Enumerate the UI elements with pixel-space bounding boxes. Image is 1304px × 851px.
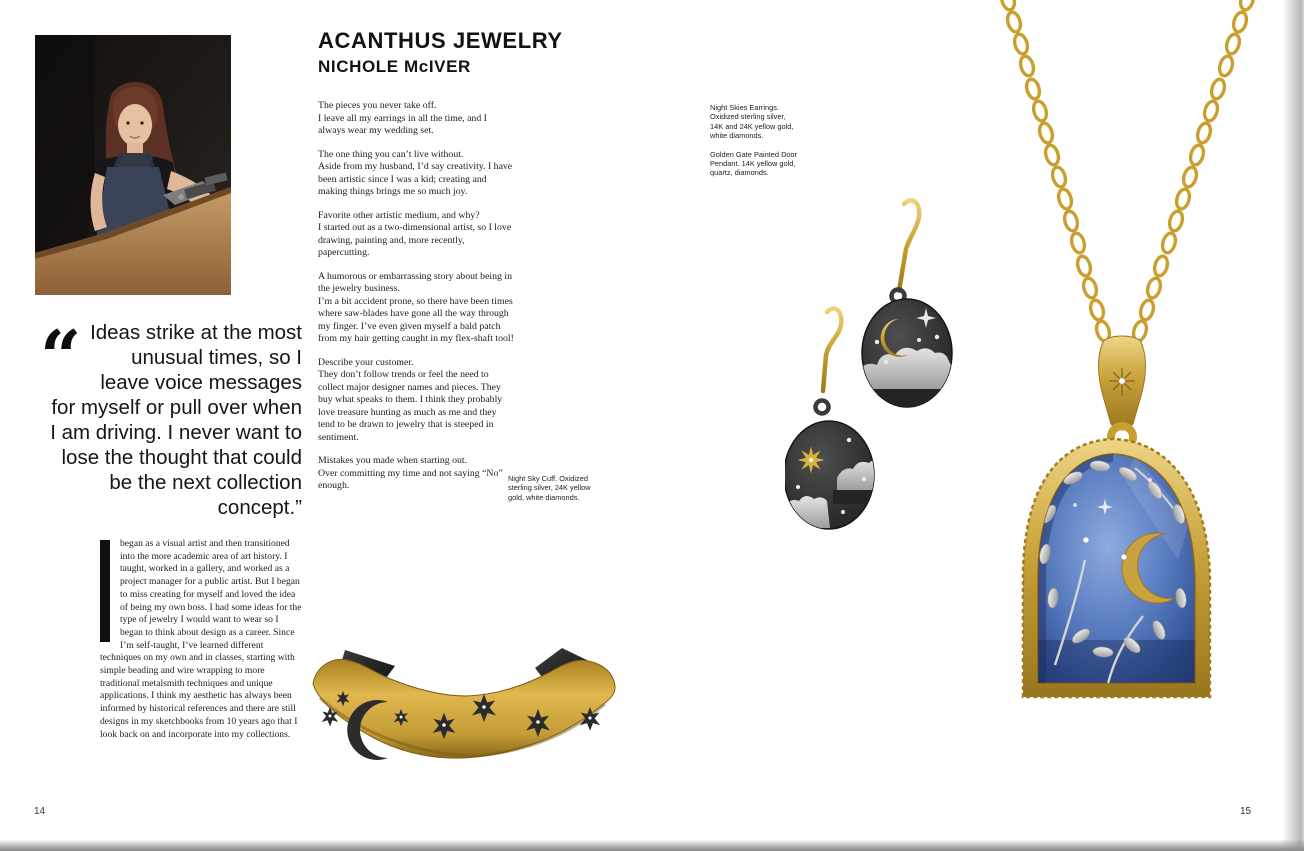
answer: I’m a bit accident prone, so there have been times where saw-blades have gone all the way through my finger. I’ve even given myself a bald patch from my hair getting caught in my flex-shaft tool! xyxy=(318,295,514,344)
question: A humorous or embarrassing story about being in the jewelry business. xyxy=(318,270,513,294)
caption-earrings: Night Skies Earrings. Oxidized sterling silver, 14K and 24K yellow gold, white diamonds. xyxy=(710,103,794,141)
drop-cap xyxy=(100,540,110,642)
qa-item xyxy=(318,149,515,199)
answer: Aside from my husband, I’d say creativity. I have been artistic since I was a kid; creating and making things brings me so much joy. xyxy=(318,161,513,197)
title-block xyxy=(318,28,563,77)
answer: They don’t follow trends or feel the need to collect major designer names and pieces. They buy what speaks to them. I think they probably love treasure hunting as much as me and they tend to be drawn to jewelry that is steeped in sentiment. xyxy=(318,369,503,443)
pull-quote-text: Ideas strike at the most unusual times, so I leave voice messages for myself or pull over when I am driving. I never want to lose the thought that could be the next collection concept.” xyxy=(50,321,302,519)
caption-cuff xyxy=(508,474,598,511)
interview-column xyxy=(318,100,515,504)
question: Describe your customer. xyxy=(318,356,414,368)
earring-hook xyxy=(899,200,919,291)
chain-right xyxy=(1131,0,1255,342)
artist-portrait-photo xyxy=(35,35,231,295)
qa-item xyxy=(318,357,515,445)
portrait-illustration xyxy=(35,35,231,295)
qa-item xyxy=(318,455,515,493)
page-edge-right xyxy=(1282,0,1304,851)
page-title: ACANTHUS JEWELRY xyxy=(318,28,563,53)
question: The pieces you never take off. xyxy=(318,100,437,111)
qa-item xyxy=(318,210,515,260)
golden-gate-pendant-photo xyxy=(985,0,1304,730)
chain-left xyxy=(999,0,1111,342)
page-number-left: 14 xyxy=(34,806,46,817)
page-subtitle: NICHOLE McIVER xyxy=(318,57,471,76)
qa-item xyxy=(318,271,515,346)
answer: Over committing my time and not saying “No” enough. xyxy=(318,467,503,491)
earring-hook xyxy=(823,309,841,391)
caption-pendant: Golden Gate Painted Door Pendant. 14K yellow gold, quartz, diamonds. xyxy=(710,149,798,178)
question: Favorite other artistic medium, and why? xyxy=(318,209,480,221)
answer: I leave all my earrings in all the time, and I always wear my wedding set. xyxy=(318,112,487,136)
question: Mistakes you made when starting out. xyxy=(318,455,468,466)
caption-earrings-pendant xyxy=(710,103,798,187)
bio-paragraph xyxy=(100,538,303,741)
question: The one thing you can’t live without. xyxy=(318,148,464,160)
night-skies-earrings-photo xyxy=(785,190,995,540)
page-edge-bottom xyxy=(0,839,1304,851)
page-number-right: 15 xyxy=(1240,806,1252,817)
bio-text: began as a visual artist and then transitioned into the more academic area of art history. I taught, worked in a gallery, and worked as a project manager for a public artist. But I began to miss creating for myself and loved the idea of being my own boss. I had some ideas for the type of jewelry I would want to wear so I began to think about design as a career. Since I’m self-taught, I’ve learned different techniques on my own and in classes, starting with simple beading and wire wrapping to more traditional metalsmith techniques and unique applications. I think my aesthetic has always been informed by historical references and there are still designs in my sketchbooks from 10 years ago that I look back on and incorporate into my collections. xyxy=(100,538,302,740)
qa-item xyxy=(318,100,515,138)
pull-quote xyxy=(40,314,302,520)
caption-cuff-text: Night Sky Cuff. Oxidized sterling silver, 24K yellow gold, white diamonds. xyxy=(508,474,591,502)
quote-mark-icon: “ xyxy=(40,314,82,399)
night-sky-cuff-photo xyxy=(300,638,630,798)
answer: I started out as a two-dimensional artist, so I love drawing, painting and, more recently, papercutting. xyxy=(318,222,512,258)
